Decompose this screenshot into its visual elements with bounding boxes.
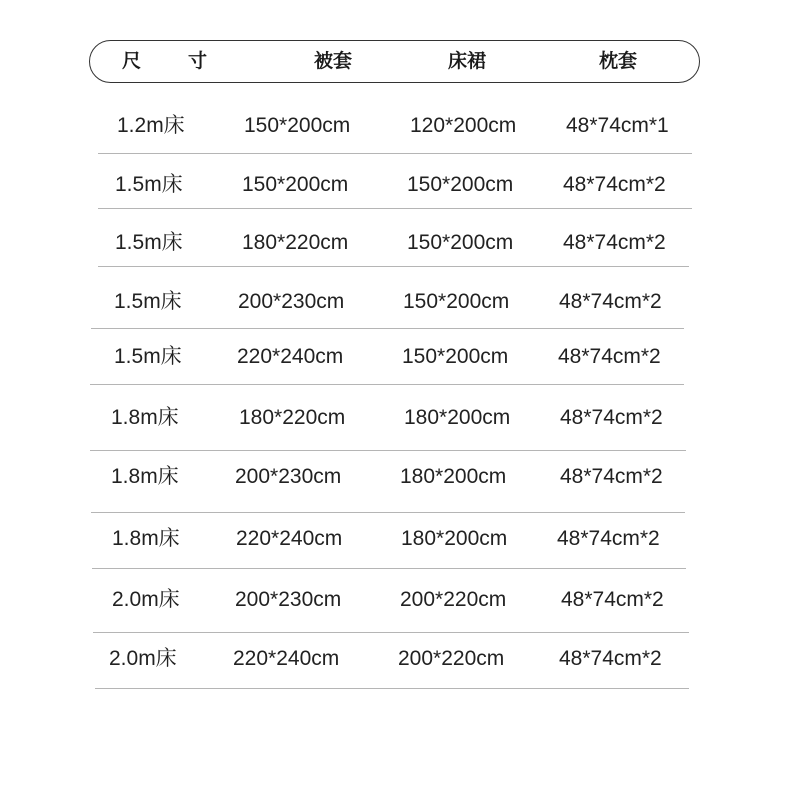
- size-cell: 1.5m床: [115, 231, 183, 254]
- row-divider: [93, 632, 689, 633]
- row-divider: [98, 153, 692, 154]
- size-cell: 1.2m床: [117, 114, 185, 137]
- row-divider: [95, 688, 689, 689]
- duvet-cover-cell: 200*230cm: [235, 465, 342, 488]
- bed-skirt-cell: 150*200cm: [407, 173, 514, 196]
- row-divider: [90, 384, 684, 385]
- size-cell: 2.0m床: [109, 647, 177, 670]
- table-row: [0, 580, 790, 620]
- table-row: [0, 282, 790, 322]
- pillowcase-cell: 48*74cm*2: [563, 173, 666, 196]
- pillowcase-cell: 48*74cm*2: [558, 345, 661, 368]
- duvet-cover-cell: 200*230cm: [238, 290, 345, 313]
- pillowcase-cell: 48*74cm*2: [559, 647, 662, 670]
- pillowcase-cell: 48*74cm*2: [557, 527, 660, 550]
- header-size: 尺 寸: [122, 50, 222, 72]
- duvet-cover-cell: 220*240cm: [233, 647, 340, 670]
- duvet-cover-cell: 180*220cm: [239, 406, 346, 429]
- table-row: [0, 457, 790, 497]
- pillowcase-cell: 48*74cm*2: [561, 588, 664, 611]
- size-cell: 1.8m床: [111, 406, 179, 429]
- bed-skirt-cell: 180*200cm: [401, 527, 508, 550]
- pillowcase-cell: 48*74cm*2: [560, 465, 663, 488]
- duvet-cover-cell: 150*200cm: [244, 114, 351, 137]
- size-cell: 1.8m床: [112, 527, 180, 550]
- table-row: [0, 165, 790, 205]
- size-cell: 1.8m床: [111, 465, 179, 488]
- duvet-cover-cell: 180*220cm: [242, 231, 349, 254]
- row-divider: [92, 568, 686, 569]
- table-row: [0, 639, 790, 679]
- size-cell: 1.5m床: [114, 345, 182, 368]
- size-cell: 1.5m床: [114, 290, 182, 313]
- duvet-cover-cell: 150*200cm: [242, 173, 349, 196]
- bed-skirt-cell: 150*200cm: [403, 290, 510, 313]
- size-cell: 2.0m床: [112, 588, 180, 611]
- bed-skirt-cell: 150*200cm: [402, 345, 509, 368]
- table-row: [0, 106, 790, 146]
- row-divider: [90, 450, 686, 451]
- pillowcase-cell: 48*74cm*1: [566, 114, 669, 137]
- bed-skirt-cell: 180*200cm: [404, 406, 511, 429]
- duvet-cover-cell: 200*230cm: [235, 588, 342, 611]
- row-divider: [91, 328, 684, 329]
- bed-skirt-cell: 200*220cm: [400, 588, 507, 611]
- table-row: [0, 519, 790, 559]
- header-bed-skirt: 床裙: [448, 50, 487, 72]
- row-divider: [91, 512, 685, 513]
- bed-skirt-cell: 200*220cm: [398, 647, 505, 670]
- header-pillowcase: 枕套: [599, 50, 638, 72]
- bed-skirt-cell: 120*200cm: [410, 114, 517, 137]
- table-row: [0, 223, 790, 263]
- pillowcase-cell: 48*74cm*2: [559, 290, 662, 313]
- row-divider: [98, 208, 692, 209]
- table-row: [0, 398, 790, 438]
- pillowcase-cell: 48*74cm*2: [563, 231, 666, 254]
- row-divider: [98, 266, 689, 267]
- duvet-cover-cell: 220*240cm: [237, 345, 344, 368]
- pillowcase-cell: 48*74cm*2: [560, 406, 663, 429]
- size-cell: 1.5m床: [115, 173, 183, 196]
- table-header: [89, 40, 700, 83]
- duvet-cover-cell: 220*240cm: [236, 527, 343, 550]
- bed-skirt-cell: 150*200cm: [407, 231, 514, 254]
- header-duvet-cover: 被套: [314, 50, 353, 72]
- bed-skirt-cell: 180*200cm: [400, 465, 507, 488]
- table-row: [0, 337, 790, 377]
